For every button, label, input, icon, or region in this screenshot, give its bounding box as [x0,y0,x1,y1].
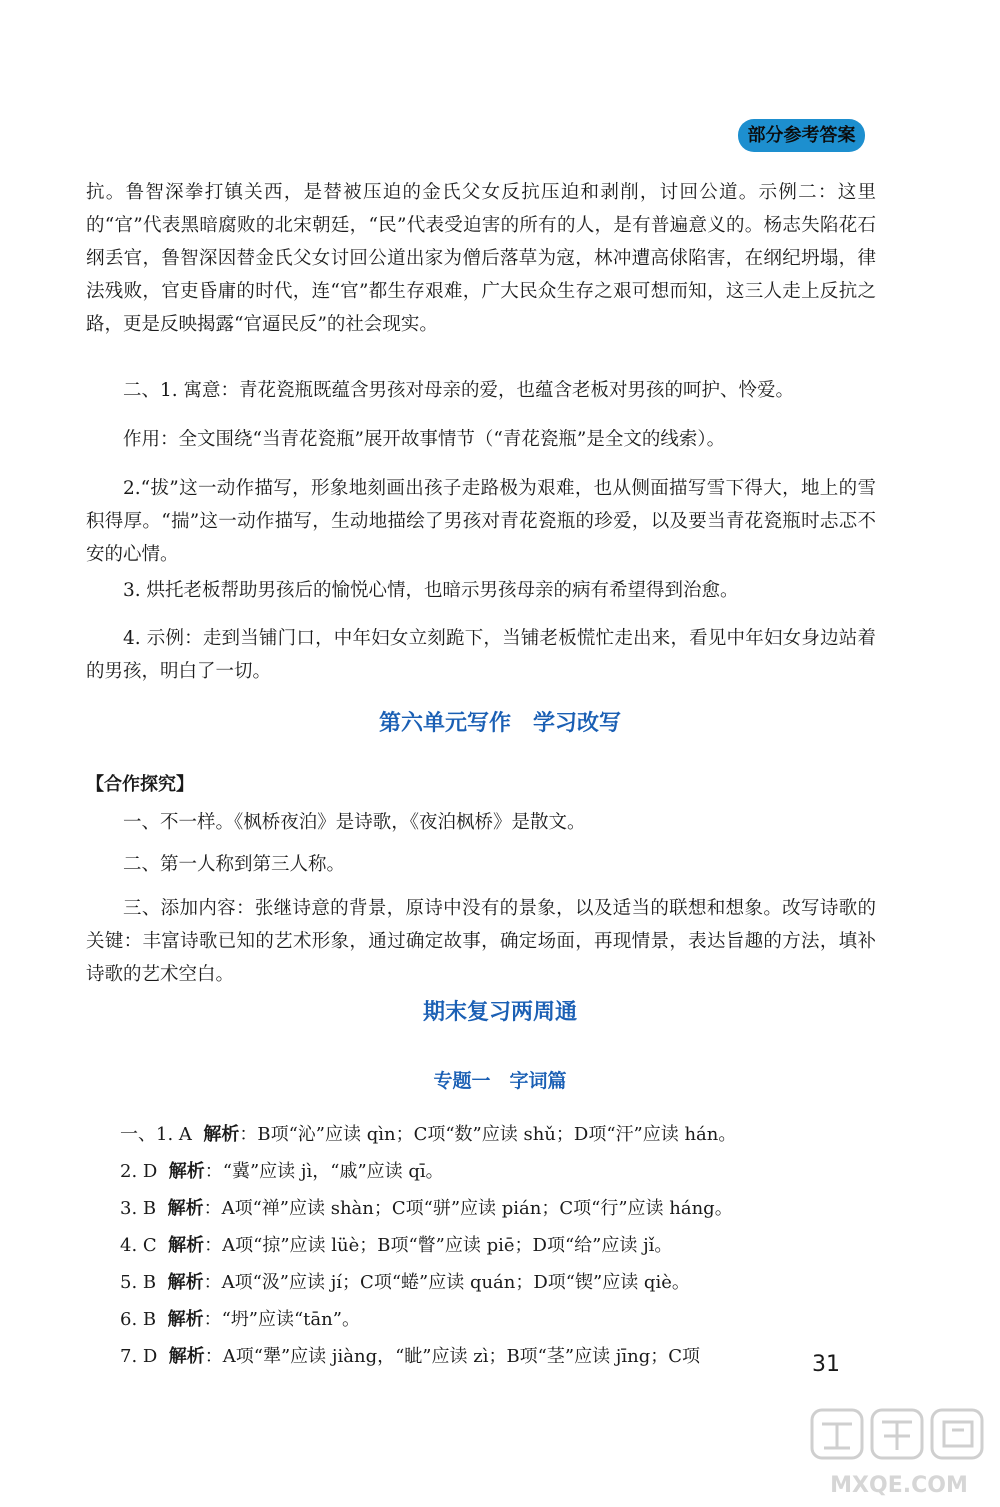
watermark-text: MXQE.COM [830,1473,968,1498]
answer-2-1-function: 作用：全文围绕“当青花瓷瓶”展开故事情节（“青花瓷瓶”是全文的线索）。 [123,429,726,450]
review-item-2: 2. D 解析：“冀”应读 jì，“戚”应读 qī。 [120,1161,444,1182]
review-item-6: 6. B 解析：“坍”应读“tān”。 [120,1309,360,1330]
unit6-answer-1: 一、不一样。《枫桥夜泊》是诗歌，《夜泊枫桥》是散文。 [123,812,586,833]
answer-2-4: 4. 示例：走到当铺门口，中年妇女立刻跪下，当铺老板慌忙走出来，看见中年妇女身边站着的男孩，明白了一切。 [86,628,876,682]
section-badge: 部分参考答案 [738,119,865,152]
review-item-5: 5. B 解析：A项“汲”应读 jí；C项“蜷”应读 quán；D项“锲”应读 qiè。 [120,1272,690,1293]
review-title: 期末复习两周通 [422,1000,577,1025]
unit6-answer-2: 二、第一人称到第三人称。 [123,854,346,875]
unit6-title: 第六单元写作 学习改写 [378,711,621,736]
answer-2-2: 2.“拔”这一动作描写，形象地刻画出孩子走路极为艰难，也从侧面描写雪下得大，地上的雪积得厚。“揣”这一动作描写，生动地描绘了男孩对青花瓷瓶的珍爱，以及要当青花瓷瓶时忐忑不安的心情。 [86,478,876,565]
answer-2-3: 3. 烘托老板帮助男孩后的愉悦心情，也暗示男孩母亲的病有希望得到治愈。 [123,580,739,601]
continuation-paragraph: 抗。鲁智深拳打镇关西，是替被压迫的金氏父女反抗压迫和剥削，讨回公道。示例二：这里的“官”代表黑暗腐败的北宋朝廷，“民”代表受迫害的所有的人，是有普遍意义的。杨志失陷花石纲丢官，鲁智深因替金氏父女讨回公道出家为僧后落草为寇，林冲遭高俅陷害，在纲纪坍塌，律法残败，官吏昏庸的时代，连“官”都生存艰难，广大民众生存之艰可想而知，这三人走上反抗之路，更是反映揭露“官逼民反”的社会现实。 [86,182,876,335]
review-item-4: 4. C 解析：A项“掠”应读 lüè；B项“瞥”应读 piē；D项“给”应读 jǐ。 [120,1235,673,1256]
unit6-answer-3: 三、添加内容：张继诗意的背景，原诗中没有的景象，以及适当的联想和想象。改写诗歌的关键：丰富诗歌已知的艺术形象，通过确定故事，确定场面，再现情景，表达旨趣的方法，填补诗歌的艺术空白。 [86,898,876,985]
review-item-1: 一、1. A 解析：B项“沁”应读 qìn；C项“数”应读 shǔ；D项“汗”应读 hán。 [120,1124,737,1145]
page-number: 31 [812,1352,840,1377]
answer-2-1-meaning: 二、1. 寓意：青花瓷瓶既蕴含男孩对母亲的爱，也蕴含老板对男孩的呵护、怜爱。 [123,380,795,401]
review-subtitle: 专题一 字词篇 [433,1070,567,1092]
watermark-logo [804,1404,994,1504]
review-item-3: 3. B 解析：A项“禅”应读 shàn；C项“骈”应读 pián；C项“行”应读 háng。 [120,1198,733,1219]
review-item-7: 7. D 解析：A项“犟”应读 jiàng，“眦”应读 zì；B项“茎”应读 jīng；C项 [120,1346,701,1367]
cooperative-inquiry-label: 【合作探究】 [86,774,194,795]
